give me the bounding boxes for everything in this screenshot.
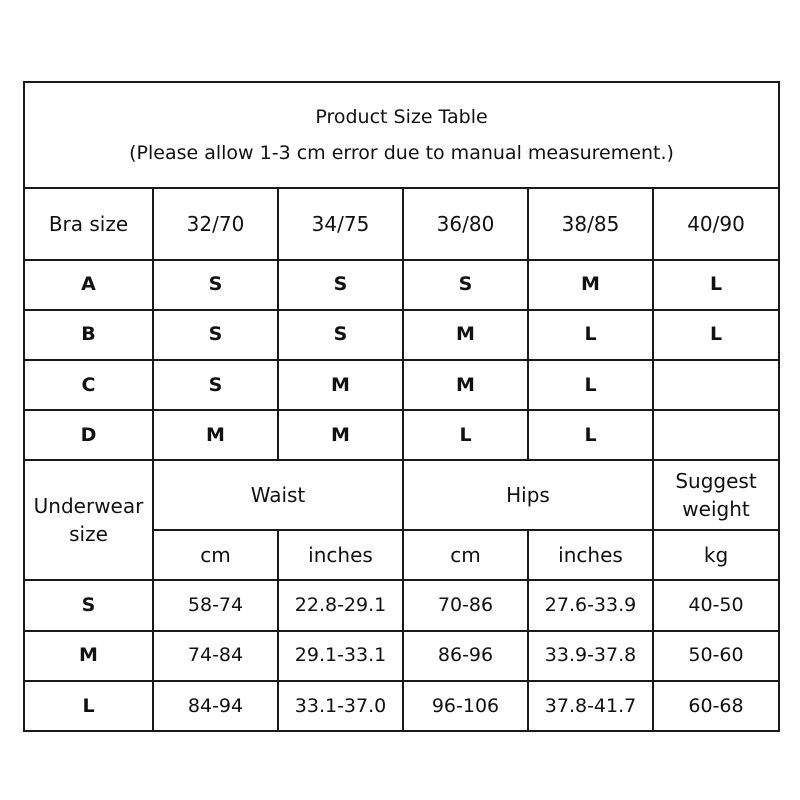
size-cell: S bbox=[153, 310, 278, 360]
underwear-size: S bbox=[24, 580, 153, 630]
table-row bbox=[24, 410, 779, 460]
table-row bbox=[24, 260, 779, 310]
underwear-size-label bbox=[24, 460, 153, 580]
value-cell: 40-50 bbox=[653, 580, 779, 630]
cup-label: B bbox=[24, 310, 153, 360]
unit-cell: cm bbox=[153, 530, 278, 580]
value-cell: 29.1-33.1 bbox=[278, 631, 403, 681]
hips-header: Hips bbox=[403, 460, 653, 530]
table-row bbox=[24, 681, 779, 731]
value-cell: 27.6-33.9 bbox=[528, 580, 653, 630]
suggest-weight-line2: weight bbox=[682, 497, 750, 522]
bra-band-size: 32/70 bbox=[153, 188, 278, 259]
size-cell: L bbox=[403, 410, 528, 460]
underwear-size: M bbox=[24, 631, 153, 681]
unit-cell: kg bbox=[653, 530, 779, 580]
cup-label: D bbox=[24, 410, 153, 460]
cup-label: C bbox=[24, 360, 153, 410]
size-cell bbox=[653, 410, 779, 460]
underwear-size-label-line2: size bbox=[69, 522, 108, 547]
table-row bbox=[24, 631, 779, 681]
size-table bbox=[23, 81, 780, 732]
bra-band-size: 38/85 bbox=[528, 188, 653, 259]
bra-band-size: 34/75 bbox=[278, 188, 403, 259]
size-cell: M bbox=[403, 310, 528, 360]
value-cell: 22.8-29.1 bbox=[278, 580, 403, 630]
value-cell: 70-86 bbox=[403, 580, 528, 630]
cup-label: A bbox=[24, 260, 153, 310]
size-cell: M bbox=[528, 260, 653, 310]
suggest-weight-header bbox=[653, 460, 779, 530]
size-cell: M bbox=[403, 360, 528, 410]
value-cell: 33.1-37.0 bbox=[278, 681, 403, 731]
value-cell: 84-94 bbox=[153, 681, 278, 731]
value-cell: 74-84 bbox=[153, 631, 278, 681]
underwear-header-row bbox=[24, 460, 779, 530]
bra-band-size: 36/80 bbox=[403, 188, 528, 259]
size-cell: S bbox=[278, 310, 403, 360]
table-title-cell bbox=[24, 82, 779, 188]
size-cell: S bbox=[403, 260, 528, 310]
suggest-weight-line1: Suggest bbox=[675, 469, 757, 494]
value-cell: 37.8-41.7 bbox=[528, 681, 653, 731]
size-cell: L bbox=[528, 360, 653, 410]
size-cell: L bbox=[528, 410, 653, 460]
size-cell: S bbox=[278, 260, 403, 310]
bra-band-size: 40/90 bbox=[653, 188, 779, 259]
unit-cell: cm bbox=[403, 530, 528, 580]
value-cell: 60-68 bbox=[653, 681, 779, 731]
size-cell: L bbox=[528, 310, 653, 360]
size-cell: M bbox=[278, 410, 403, 460]
value-cell: 86-96 bbox=[403, 631, 528, 681]
size-cell: L bbox=[653, 260, 779, 310]
size-cell: M bbox=[153, 410, 278, 460]
unit-cell: inches bbox=[528, 530, 653, 580]
value-cell: 33.9-37.8 bbox=[528, 631, 653, 681]
value-cell: 58-74 bbox=[153, 580, 278, 630]
table-subtitle: (Please allow 1-3 cm error due to manual measurement.) bbox=[129, 142, 674, 165]
underwear-size: L bbox=[24, 681, 153, 731]
table-row bbox=[24, 310, 779, 360]
value-cell: 96-106 bbox=[403, 681, 528, 731]
size-cell: S bbox=[153, 260, 278, 310]
value-cell: 50-60 bbox=[653, 631, 779, 681]
size-cell: L bbox=[653, 310, 779, 360]
size-cell: S bbox=[153, 360, 278, 410]
unit-cell: inches bbox=[278, 530, 403, 580]
bra-size-label: Bra size bbox=[24, 188, 153, 259]
table-row bbox=[24, 360, 779, 410]
size-cell bbox=[653, 360, 779, 410]
bra-header-row bbox=[24, 188, 779, 259]
table-title: Product Size Table bbox=[315, 106, 488, 129]
table-row bbox=[24, 580, 779, 630]
size-cell: M bbox=[278, 360, 403, 410]
underwear-size-label-line1: Underwear bbox=[33, 494, 144, 519]
title-row bbox=[24, 82, 779, 188]
waist-header: Waist bbox=[153, 460, 403, 530]
